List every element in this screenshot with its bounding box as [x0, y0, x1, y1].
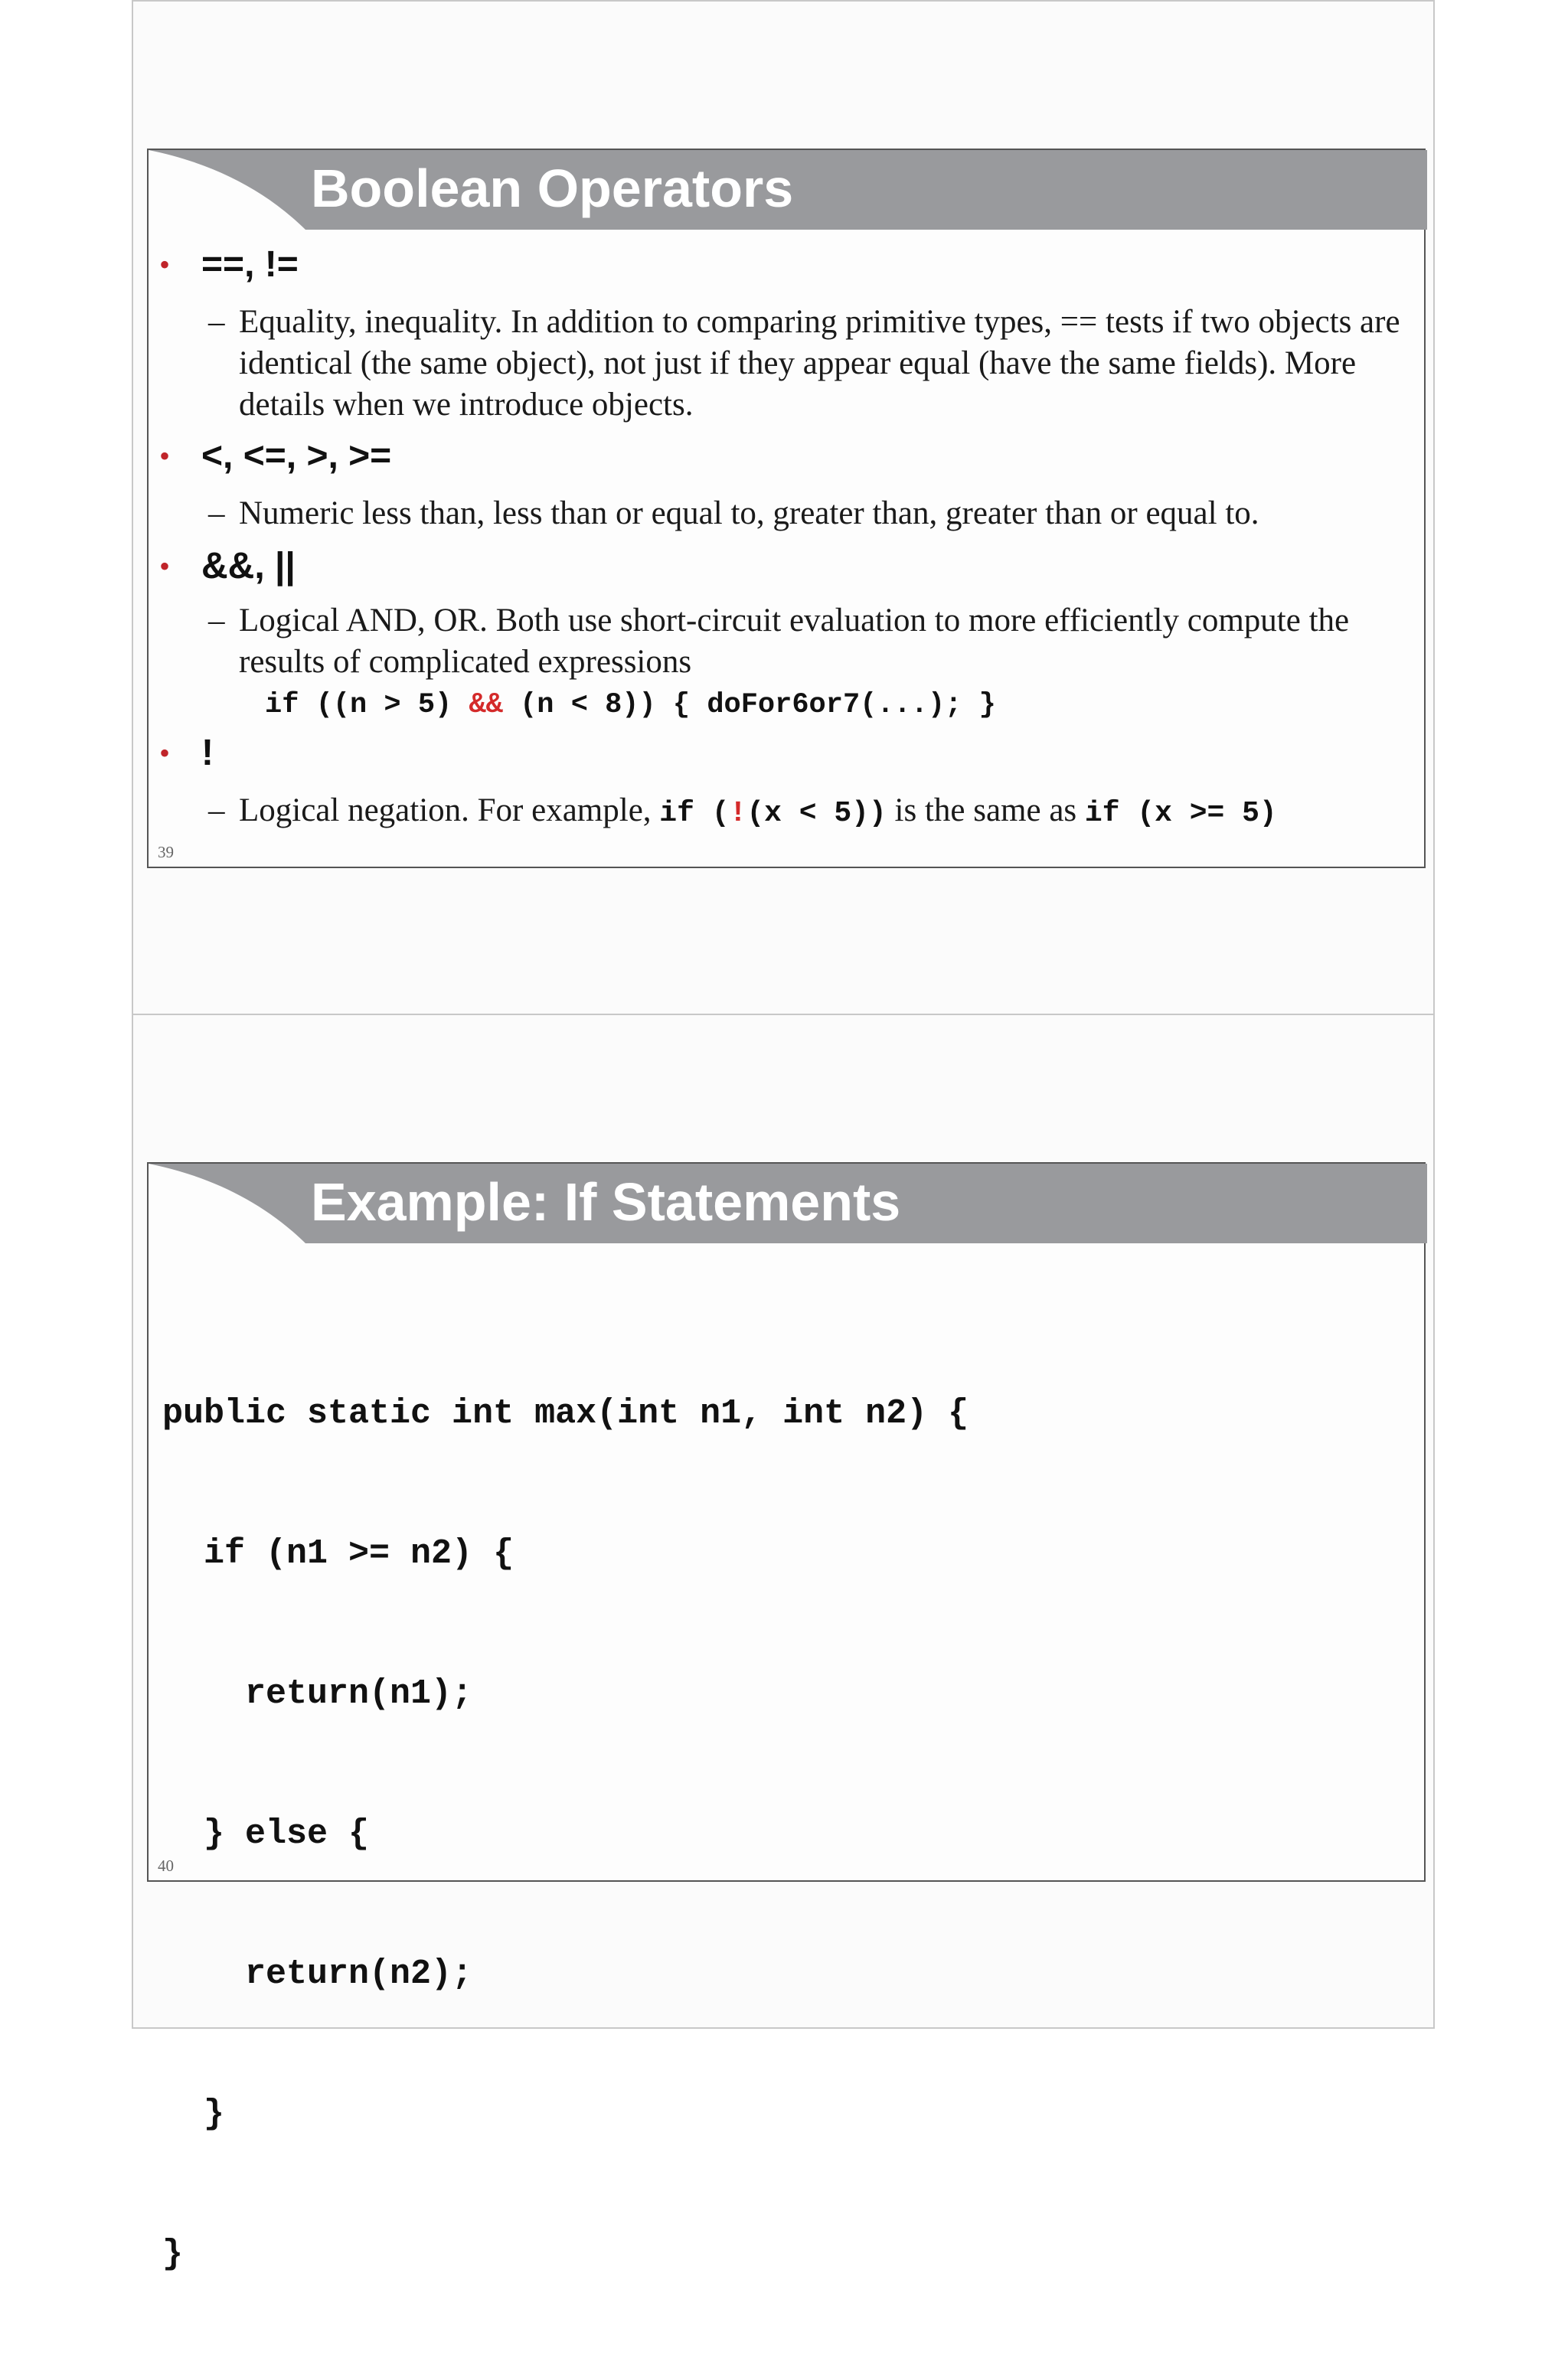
bullet-icon: • — [159, 736, 171, 770]
slide-boolean-operators — [147, 149, 1426, 868]
dash-icon: – — [208, 304, 225, 340]
bullet-label: &&, || — [201, 546, 296, 586]
code-line: public static int max(int n1, int n2) { — [162, 1394, 969, 1433]
sub-bullet-logical — [208, 600, 1410, 683]
sub-bullet-text: Equality, inequality. In addition to comparing primitive types, == tests if two objects are identical (the same object), not just if they appear equal (have the same fields). More details when we introduce objects. — [239, 304, 1400, 423]
negation-middle: is the same as — [886, 792, 1085, 828]
code-operator-and: && — [469, 689, 503, 721]
sub-bullet-text: Numeric less than, less than or equal to, greater than, greater than or equal to. — [239, 495, 1259, 531]
code-part: if ((n > 5) — [265, 689, 469, 721]
code-line: if (n1 >= n2) { — [162, 1534, 514, 1573]
bullet-icon: • — [159, 549, 171, 583]
title-band — [149, 150, 1424, 231]
dash-icon: – — [208, 792, 225, 828]
bullet-label: <, <=, >, >= — [201, 436, 392, 476]
code-operator-not: ! — [729, 797, 747, 830]
page-39 — [132, 0, 1435, 1015]
bullet-label: ==, != — [201, 244, 299, 285]
slide-number: 40 — [158, 1857, 174, 1875]
code-line: } else { — [162, 1814, 370, 1853]
slide-title: Example: If Statements — [311, 1172, 901, 1232]
code-example-and — [265, 686, 996, 724]
code-part: if ( — [659, 797, 730, 830]
code-part: (x < 5)) — [746, 797, 887, 830]
code-if-not — [659, 797, 886, 830]
code-line: return(n1); — [162, 1674, 473, 1713]
negation-prefix: Logical negation. For example, — [239, 792, 660, 828]
negation-line — [239, 792, 1277, 828]
sub-bullet-relational — [208, 493, 1410, 534]
code-part: (n < 8)) { doFor6or7(...); } — [502, 689, 996, 721]
bullet-icon: • — [159, 439, 171, 473]
slide-if-statements — [147, 1162, 1426, 2274]
dash-icon: – — [208, 495, 225, 531]
slide-number: 39 — [158, 843, 174, 861]
bullet-label: ! — [201, 733, 214, 773]
dash-icon: – — [208, 603, 225, 638]
sub-bullet-negation — [208, 790, 1410, 834]
code-block-max — [162, 1297, 969, 2371]
sub-bullet-equality — [208, 302, 1410, 426]
title-band — [149, 1164, 1424, 1245]
slide-title: Boolean Operators — [311, 158, 794, 218]
code-line: } — [162, 2235, 184, 2274]
code-if-ge: if (x >= 5) — [1084, 797, 1277, 830]
code-line: } — [162, 2095, 225, 2134]
code-line: return(n2); — [162, 1955, 473, 1994]
bullet-icon: • — [159, 247, 171, 282]
sub-bullet-text: Logical AND, OR. Both use short-circuit evaluation to more efficiently compute the results of complicated expressions — [239, 603, 1350, 680]
page-40 — [132, 1014, 1435, 2274]
